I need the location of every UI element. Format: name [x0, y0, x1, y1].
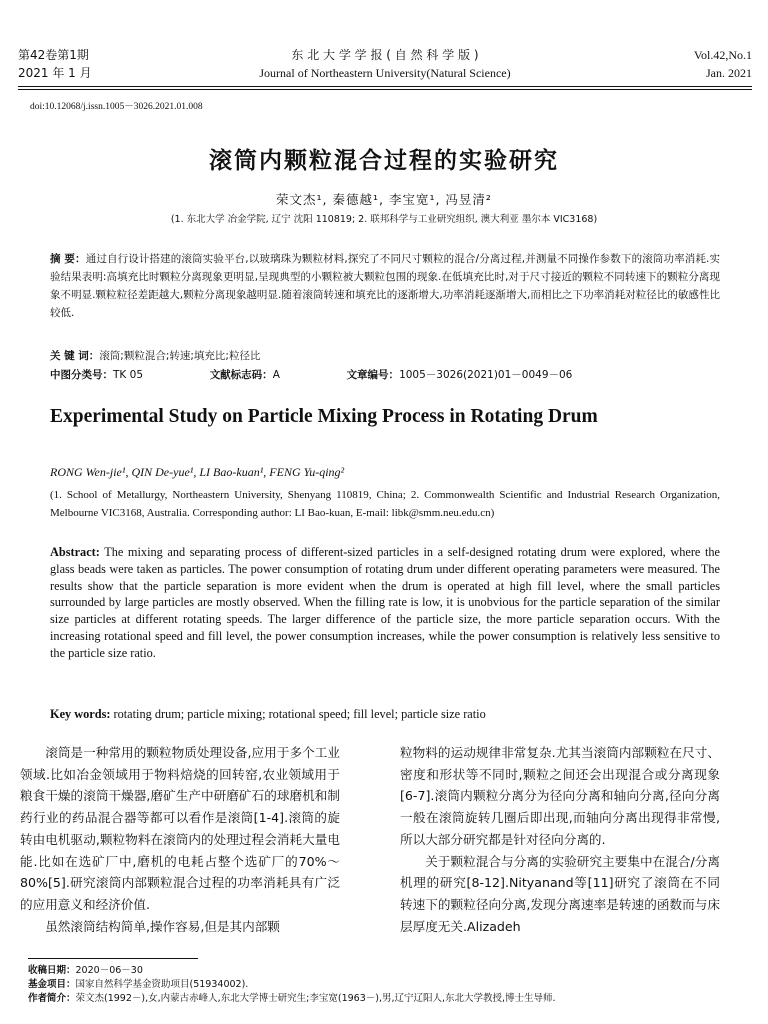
authors-en: RONG Wen-jie¹, QIN De-yue¹, LI Bao-kuan¹, FENG Yu-qing²	[50, 465, 345, 479]
journal-name	[160, 46, 610, 82]
fund-label: 基金项目：	[28, 979, 76, 990]
keywords-en	[50, 707, 720, 722]
fund-text: 国家自然科学基金资助项目(51934002).	[75, 979, 249, 990]
keywords-label-en: Key words:	[50, 707, 111, 721]
bio-text: 荣文杰(1992－),女,内蒙古赤峰人,东北大学博士研究生;李宝宽(1963－),男,辽宁辽阳人,东北大学教授,博士生导师.	[75, 993, 556, 1004]
authors-cn: 荣文杰¹, 秦德越¹, 李宝宽¹, 冯昱清²	[276, 192, 492, 207]
clc-label: 中图分类号：	[50, 369, 113, 381]
footnote-fund	[28, 978, 758, 992]
received-label: 收稿日期：	[28, 965, 76, 976]
journal-vol-right	[610, 46, 752, 82]
abstract-en	[50, 544, 720, 662]
journal-volume-issue	[18, 46, 158, 82]
volume-issue: 第42卷第1期	[18, 48, 89, 62]
body-paragraph: 虽然滚筒结构简单,操作容易,但是其内部颗	[45, 918, 280, 934]
abstract-text-cn: 通过自行设计搭建的滚筒实验平台,以玻璃珠为颗粒材料,探究了不同尺寸颗粒的混合/分离过程,并测量不同操作参数下的滚筒功率消耗.实验结果表明:高填充比时颗粒分离现象更明显,呈现典型的小颗粒被大颗粒包围的现象.在低填充比时,对于尺寸接近的颗粒不同转速下的颗粒分离现象不明显.颗粒粒径差距越大,颗粒分离现象越明显.随着滚筒转速和填充比的逐渐增大,功率消耗逐渐增大,而相比之下功率消耗对粒径比的敏感性比较低.	[50, 253, 720, 319]
abstract-cn	[50, 250, 720, 322]
doc-code-value: A	[272, 369, 280, 381]
affiliation-cn: (1. 东北大学 冶金学院, 辽宁 沈阳 110819; 2. 联邦科学与工业研究组织, 澳大利亚 墨尔本 VIC3168)	[170, 214, 598, 225]
header-rule-bottom	[18, 89, 752, 90]
footnote-rule	[28, 958, 198, 959]
bio-label: 作者简介：	[28, 993, 76, 1004]
footnote-bio	[28, 992, 758, 1006]
abstract-text-en: The mixing and separating process of different-sized particles in a self-designed rotating drum were explored, where the glass beads were taken as particles. The power consumption of rotating drum under different operating parameters were measured. The results show that the particle separation is more evident when the drum is operated at high fill level, where the small particles surrounded by large particles are mostly observed. When the filling rate is low, it is unobvious for the particle separation of the similar size particles at different rotating speeds. The larger difference of the particle size, the more particle separation occurs. With the increasing rotational speed and fill level, the power consumption increases, while the power consumption is relatively less sensitive to the particle size ratio.	[50, 545, 720, 660]
keywords-text-en: rotating drum; particle mixing; rotational speed; fill level; particle size ratio	[110, 707, 486, 721]
body-paragraph: 关于颗粒混合与分离的实验研究主要集中在混合/分离机理的研究[8-12].Nityanand等[11]研究了滚筒在不同转速下的颗粒径向分离,发现分离速率是转速的函数而与床层厚度无关.Alizadeh	[400, 853, 720, 934]
body-paragraph: 粒物料的运动规律非常复杂.尤其当滚筒内部颗粒在尺寸、密度和形状等不同时,颗粒之间还会出现混合或分离现象[6-7].滚筒内颗粒分离分为径向分离和轴向分离,径向分离一般在滚筒旋转几圈后即出现,而轴向分离出现得非常慢,所以大部分研究都是针对径向分离的.	[400, 745, 720, 847]
classification-row	[50, 366, 720, 384]
body-column-left	[20, 742, 340, 937]
doc-code-label: 文献标志码：	[209, 369, 273, 381]
abstract-label-cn: 摘 要：	[50, 253, 86, 265]
keywords-label-cn: 关 键 词：	[50, 350, 100, 362]
clc-value: TK 05	[113, 369, 143, 381]
abstract-label-en: Abstract:	[50, 545, 100, 559]
paper-title-en: Experimental Study on Particle Mixing Process in Rotating Drum	[50, 406, 598, 427]
doi: doi:10.12068/j.issn.1005－3026.2021.01.008	[30, 102, 203, 112]
paper-title-cn: 滚筒内颗粒混合过程的实验研究	[209, 148, 559, 174]
month-year: Jan. 2021	[706, 66, 752, 80]
keywords-text-cn: 滚筒;颗粒混合;转速;填充比;粒径比	[99, 350, 261, 362]
vol-no: Vol.42,No.1	[693, 48, 752, 62]
article-no-value: 1005－3026(2021)01－0049－06	[399, 369, 573, 381]
header-rule-top	[18, 86, 752, 87]
affiliation-en: (1. School of Metallurgy, Northeastern University, Shenyang 110819, China; 2. Commonwealth Scientific and Industrial Research Organization, Melbourne VIC3168, Australia. Corresponding author: LI Bao-kuan, E-mail: libk@smm.neu.edu.cn)	[50, 489, 720, 519]
body-paragraph: 滚筒是一种常用的颗粒物质处理设备,应用于多个工业领域.比如冶金领域用于物料焙烧的回转窑,农业领域用于粮食干燥的滚筒干燥器,磨矿生产中研磨矿石的球磨机和制药行业的药品混合器等都可以看作是滚筒[1-4].滚筒的旋转由电机驱动,颗粒物料在滚筒内的处理过程会消耗大量电能.比如在选矿厂中,磨机的电耗占整个选矿厂的70%～80%[5].研究滚筒内部颗粒混合过程的功率消耗具有广泛的应用意义和经济价值.	[20, 745, 340, 912]
keywords-cn	[50, 347, 720, 365]
issue-date: 2021 年 1 月	[18, 66, 92, 80]
journal-name-cn: 东 北 大 学 学 报 ( 自 然 科 学 版 )	[291, 48, 479, 62]
footnote-received	[28, 964, 758, 978]
article-no-label: 文章编号：	[346, 369, 400, 381]
journal-name-en: Journal of Northeastern University(Natural Science)	[259, 66, 511, 80]
received-date: 2020－06－30	[75, 965, 143, 976]
body-column-right	[400, 742, 720, 937]
